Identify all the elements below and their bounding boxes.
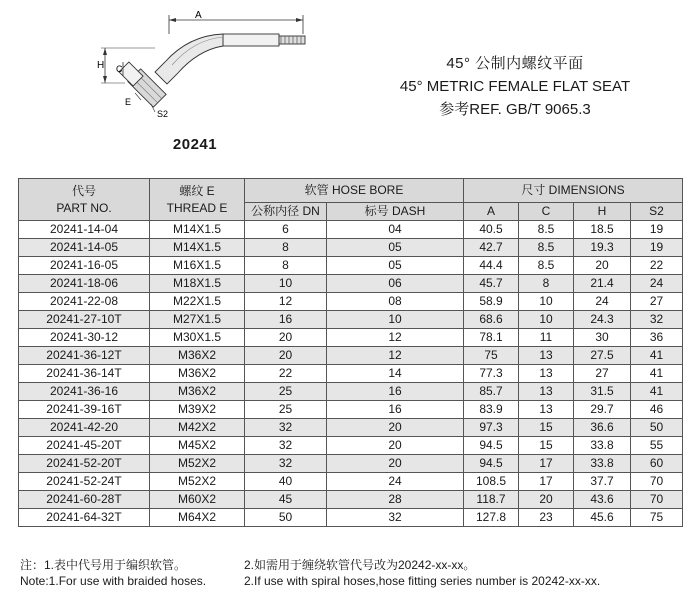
cell-dn: 32 [245, 455, 327, 473]
table-row [19, 401, 683, 419]
cell-dn: 32 [245, 419, 327, 437]
cell-thread: M52X2 [150, 455, 245, 473]
cell-thread: M64X2 [150, 509, 245, 527]
cell-dash: 10 [327, 311, 464, 329]
cell-c: 15 [519, 437, 574, 455]
header-thread: 螺纹 E THREAD E [150, 179, 245, 221]
cell-h: 31.5 [574, 383, 631, 401]
cell-a: 68.6 [464, 311, 519, 329]
cell-dash: 06 [327, 275, 464, 293]
cell-dash: 20 [327, 455, 464, 473]
cell-dn: 20 [245, 347, 327, 365]
cell-thread: M36X2 [150, 383, 245, 401]
cell-c: 20 [519, 491, 574, 509]
cell-a: 58.9 [464, 293, 519, 311]
cell-dash: 20 [327, 419, 464, 437]
cell-part-no: 20241-18-06 [19, 275, 150, 293]
cell-h: 21.4 [574, 275, 631, 293]
cell-h: 24.3 [574, 311, 631, 329]
title-block [380, 52, 650, 121]
cell-s2: 41 [631, 347, 683, 365]
cell-a: 94.5 [464, 437, 519, 455]
table-row [19, 509, 683, 527]
cell-thread: M14X1.5 [150, 221, 245, 239]
cell-part-no: 20241-52-24T [19, 473, 150, 491]
table-row [19, 329, 683, 347]
cell-dn: 8 [245, 257, 327, 275]
cell-h: 27 [574, 365, 631, 383]
cell-dn: 12 [245, 293, 327, 311]
spec-table [18, 178, 683, 527]
cell-part-no: 20241-36-14T [19, 365, 150, 383]
notes [20, 557, 700, 589]
cell-a: 42.7 [464, 239, 519, 257]
cell-s2: 22 [631, 257, 683, 275]
cell-a: 127.8 [464, 509, 519, 527]
cell-part-no: 20241-16-05 [19, 257, 150, 275]
cell-h: 30 [574, 329, 631, 347]
cell-a: 77.3 [464, 365, 519, 383]
cell-dash: 32 [327, 509, 464, 527]
spec-table-body [19, 221, 683, 527]
cell-h: 27.5 [574, 347, 631, 365]
table-row [19, 383, 683, 401]
cell-dash: 16 [327, 383, 464, 401]
cell-dash: 20 [327, 437, 464, 455]
cell-s2: 41 [631, 383, 683, 401]
cell-a: 108.5 [464, 473, 519, 491]
table-row [19, 455, 683, 473]
table-row [19, 239, 683, 257]
cell-dn: 25 [245, 401, 327, 419]
cell-a: 40.5 [464, 221, 519, 239]
cell-part-no: 20241-14-04 [19, 221, 150, 239]
header-a: A [464, 203, 519, 221]
cell-dn: 8 [245, 239, 327, 257]
table-row [19, 365, 683, 383]
cell-dash: 24 [327, 473, 464, 491]
cell-dash: 04 [327, 221, 464, 239]
note-cn-1: 注：1.表中代号用于编织软管。 [20, 558, 187, 572]
header-c: C [519, 203, 574, 221]
cell-c: 10 [519, 293, 574, 311]
cell-c: 17 [519, 473, 574, 491]
header-hose-bore: 软管 HOSE BORE [245, 179, 464, 203]
cell-part-no: 20241-42-20 [19, 419, 150, 437]
cell-part-no: 20241-60-28T [19, 491, 150, 509]
cell-h: 29.7 [574, 401, 631, 419]
cell-c: 8 [519, 275, 574, 293]
cell-h: 33.8 [574, 437, 631, 455]
cell-h: 43.6 [574, 491, 631, 509]
cell-h: 36.6 [574, 419, 631, 437]
header-dn: 公称内径 DN [245, 203, 327, 221]
table-row [19, 311, 683, 329]
cell-s2: 70 [631, 473, 683, 491]
cell-s2: 41 [631, 365, 683, 383]
cell-s2: 60 [631, 455, 683, 473]
cell-h: 19.3 [574, 239, 631, 257]
header-dimensions: 尺寸 DIMENSIONS [464, 179, 683, 203]
cell-part-no: 20241-39-16T [19, 401, 150, 419]
cell-part-no: 20241-22-08 [19, 293, 150, 311]
cell-dn: 40 [245, 473, 327, 491]
cell-s2: 19 [631, 221, 683, 239]
table-row [19, 293, 683, 311]
note-cn-2: 2.如需用于缠绕软管代号改为20242-xx-xx。 [244, 558, 476, 572]
table-row [19, 275, 683, 293]
cell-a: 44.4 [464, 257, 519, 275]
note-en-1: Note:1.For use with braided hoses. [20, 574, 207, 588]
cell-s2: 32 [631, 311, 683, 329]
cell-thread: M36X2 [150, 347, 245, 365]
cell-part-no: 20241-14-05 [19, 239, 150, 257]
cell-c: 8.5 [519, 257, 574, 275]
table-row [19, 257, 683, 275]
cell-thread: M16X1.5 [150, 257, 245, 275]
cell-dn: 22 [245, 365, 327, 383]
cell-dash: 05 [327, 257, 464, 275]
table-row [19, 419, 683, 437]
header-dash: 标号 DASH [327, 203, 464, 221]
cell-dn: 6 [245, 221, 327, 239]
cell-s2: 36 [631, 329, 683, 347]
cell-dash: 05 [327, 239, 464, 257]
cell-a: 118.7 [464, 491, 519, 509]
cell-dn: 25 [245, 383, 327, 401]
cell-h: 45.6 [574, 509, 631, 527]
title-ref: 参考REF. GB/T 9065.3 [439, 101, 591, 118]
cell-s2: 24 [631, 275, 683, 293]
dim-c-label: C [116, 64, 123, 74]
header-s2: S2 [631, 203, 683, 221]
cell-thread: M14X1.5 [150, 239, 245, 257]
table-row [19, 437, 683, 455]
table-row [19, 491, 683, 509]
cell-s2: 55 [631, 437, 683, 455]
cell-c: 13 [519, 365, 574, 383]
cell-h: 33.8 [574, 455, 631, 473]
cell-thread: M18X1.5 [150, 275, 245, 293]
part-code: 20241 [172, 136, 218, 153]
cell-h: 18.5 [574, 221, 631, 239]
cell-dash: 28 [327, 491, 464, 509]
cell-part-no: 20241-36-12T [19, 347, 150, 365]
dim-e-label: E [125, 97, 132, 107]
cell-a: 85.7 [464, 383, 519, 401]
cell-dn: 16 [245, 311, 327, 329]
cell-s2: 70 [631, 491, 683, 509]
cell-a: 78.1 [464, 329, 519, 347]
cell-h: 37.7 [574, 473, 631, 491]
cell-dash: 12 [327, 347, 464, 365]
cell-dash: 08 [327, 293, 464, 311]
cell-c: 15 [519, 419, 574, 437]
cell-dn: 10 [245, 275, 327, 293]
table-row [19, 221, 683, 239]
cell-part-no: 20241-30-12 [19, 329, 150, 347]
cell-s2: 27 [631, 293, 683, 311]
cell-dash: 12 [327, 329, 464, 347]
cell-part-no: 20241-36-16 [19, 383, 150, 401]
cell-c: 17 [519, 455, 574, 473]
cell-c: 11 [519, 329, 574, 347]
header-h: H [574, 203, 631, 221]
cell-c: 8.5 [519, 221, 574, 239]
cell-c: 13 [519, 401, 574, 419]
cell-dash: 14 [327, 365, 464, 383]
dim-h-label: H [97, 60, 105, 71]
cell-thread: M60X2 [150, 491, 245, 509]
cell-dn: 45 [245, 491, 327, 509]
table-row [19, 473, 683, 491]
cell-thread: M39X2 [150, 401, 245, 419]
cell-c: 8.5 [519, 239, 574, 257]
cell-part-no: 20241-45-20T [19, 437, 150, 455]
title-cn: 45° 公制内螺纹平面 [446, 55, 584, 72]
fitting-drawing [95, 8, 310, 123]
cell-thread: M30X1.5 [150, 329, 245, 347]
cell-s2: 75 [631, 509, 683, 527]
title-en: 45° METRIC FEMALE FLAT SEAT [399, 78, 631, 95]
cell-c: 23 [519, 509, 574, 527]
cell-thread: M45X2 [150, 437, 245, 455]
cell-thread: M22X1.5 [150, 293, 245, 311]
note-en-2: 2.If use with spiral hoses,hose fitting series number is 20242-xx-xx. [244, 574, 601, 588]
cell-a: 83.9 [464, 401, 519, 419]
cell-part-no: 20241-27-10T [19, 311, 150, 329]
cell-h: 20 [574, 257, 631, 275]
cell-s2: 19 [631, 239, 683, 257]
cell-dn: 50 [245, 509, 327, 527]
cell-a: 75 [464, 347, 519, 365]
cell-dn: 32 [245, 437, 327, 455]
cell-c: 10 [519, 311, 574, 329]
cell-a: 94.5 [464, 455, 519, 473]
cell-thread: M27X1.5 [150, 311, 245, 329]
cell-s2: 50 [631, 419, 683, 437]
cell-dn: 20 [245, 329, 327, 347]
table-row [19, 347, 683, 365]
cell-thread: M52X2 [150, 473, 245, 491]
dim-s2-label: S2 [157, 109, 169, 119]
cell-thread: M42X2 [150, 419, 245, 437]
cell-part-no: 20241-64-32T [19, 509, 150, 527]
dim-a-label: A [195, 10, 202, 21]
cell-part-no: 20241-52-20T [19, 455, 150, 473]
cell-h: 24 [574, 293, 631, 311]
cell-s2: 46 [631, 401, 683, 419]
cell-dash: 16 [327, 401, 464, 419]
header-part-no: 代号 PART NO. [19, 179, 150, 221]
cell-a: 97.3 [464, 419, 519, 437]
cell-a: 45.7 [464, 275, 519, 293]
cell-c: 13 [519, 347, 574, 365]
cell-c: 13 [519, 383, 574, 401]
cell-thread: M36X2 [150, 365, 245, 383]
